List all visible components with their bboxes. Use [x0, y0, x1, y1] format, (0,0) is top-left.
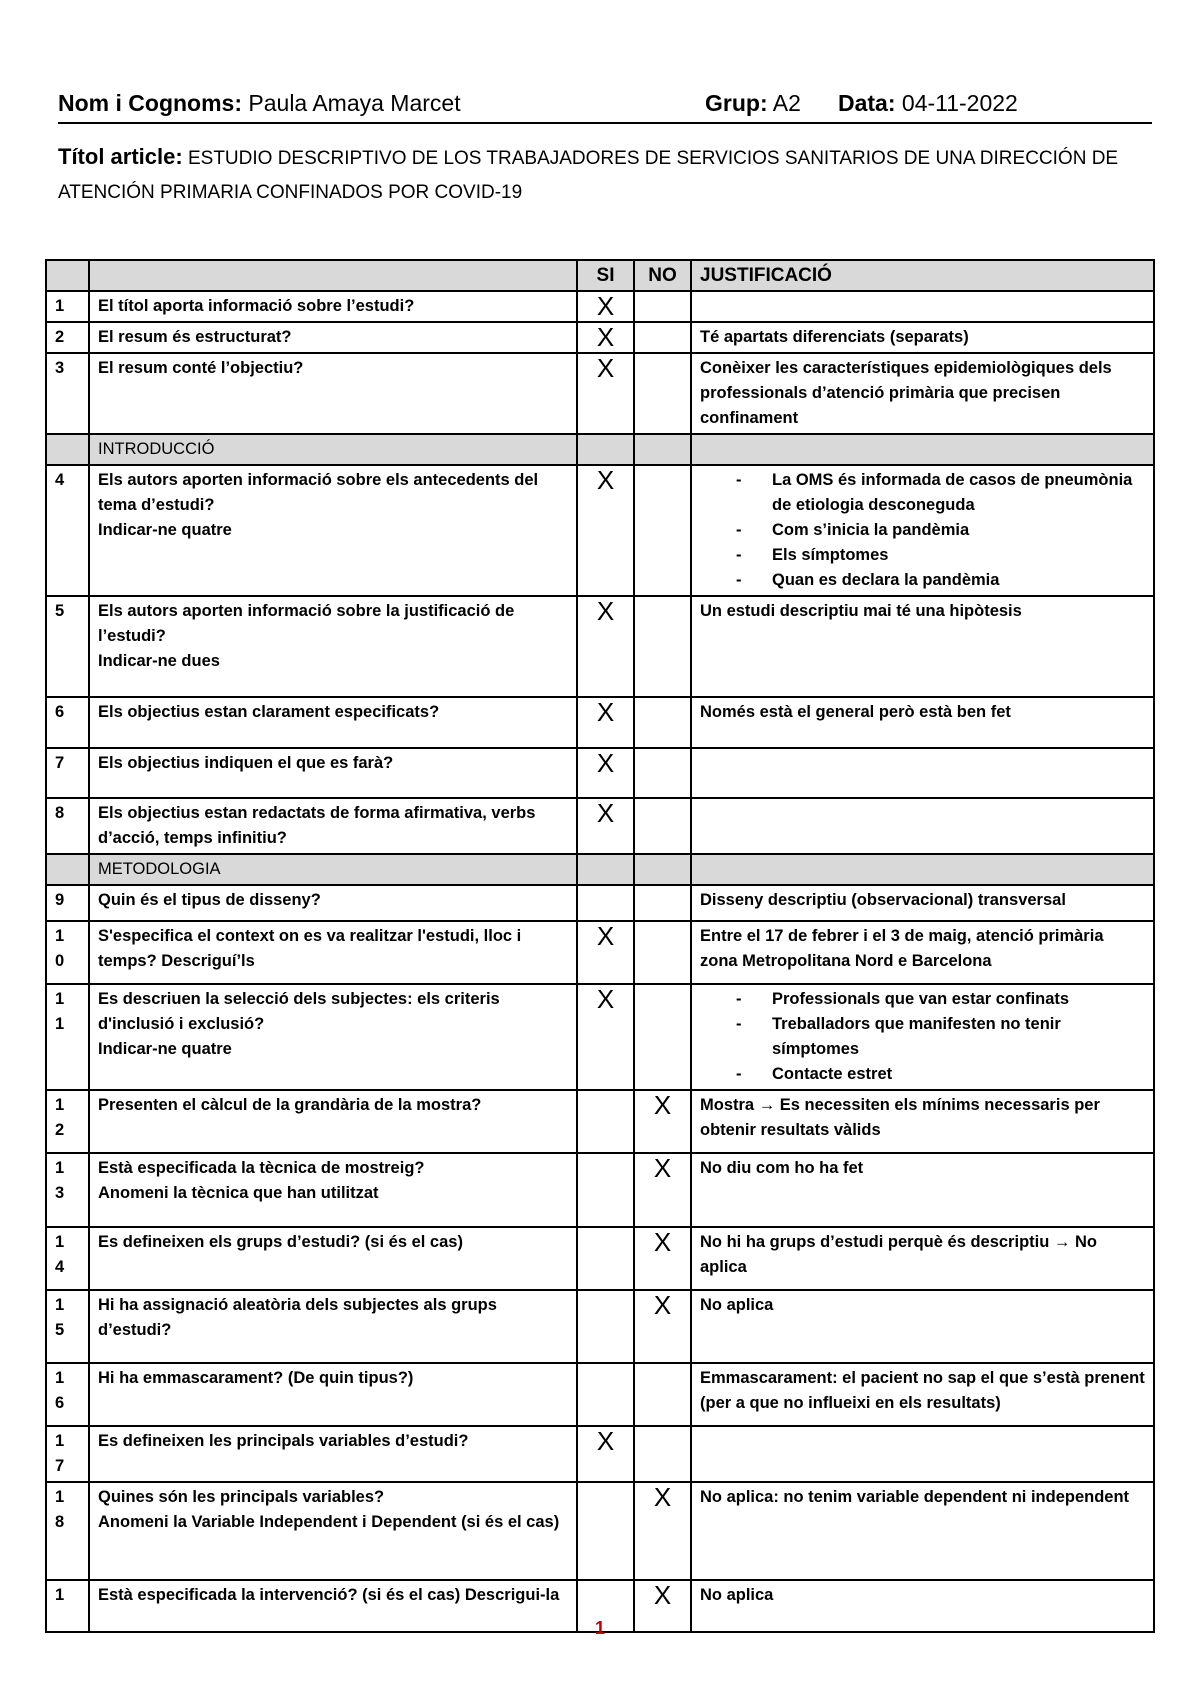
- header: [58, 86, 1152, 124]
- name-label: Nom i Cognoms:: [58, 90, 242, 116]
- table-row: [46, 353, 1154, 434]
- row-number-digit: 2: [55, 1121, 65, 1139]
- no-cell: [634, 748, 691, 798]
- justification-text: Mostra: [700, 1096, 755, 1114]
- justification-text: No hi ha grups d’estudi perquè és descriptiu: [700, 1233, 1050, 1251]
- row-question: Hi ha assignació aleatòria dels subjectes als grups d’estudi?: [89, 1290, 577, 1363]
- row-number-digit: 1: [55, 1233, 65, 1251]
- row-question: S'especifica el context on es va realitzar l'estudi, lloc i temps? Descriguí’ls: [89, 921, 577, 984]
- no-cell: [634, 697, 691, 748]
- article-value: ESTUDIO DESCRIPTIVO DE LOS TRABAJADORES DE SERVICIOS SANITARIOS DE UNA DIRECCIÓN DE ATENCIÓN PRIMARIA CONFINADOS POR COVID-19: [58, 148, 1119, 203]
- date-value: 04-11-2022: [901, 90, 1018, 116]
- si-cell: [577, 1482, 634, 1580]
- row-number: [46, 1290, 89, 1363]
- table-header-row: [46, 260, 1154, 291]
- table-row: [46, 798, 1154, 854]
- group: [705, 90, 801, 117]
- section-j-cell: [691, 434, 1154, 465]
- justification-list: [700, 468, 1145, 593]
- question-line: Quines són les principals variables?: [98, 1488, 385, 1506]
- row-question: Els objectius estan clarament especificats?: [89, 697, 577, 748]
- section-label: INTRODUCCIÓ: [89, 434, 577, 465]
- row-number: 4: [46, 465, 89, 596]
- table-row: [46, 322, 1154, 353]
- question-instruction: Indicar-ne quatre: [98, 1040, 232, 1058]
- header-num: [46, 260, 89, 291]
- row-justification: [691, 465, 1154, 596]
- row-number: [46, 1090, 89, 1153]
- row-question: Està especificada la intervenció? (si és el cas) Descrigui-la: [89, 1580, 577, 1632]
- row-number-digit: 1: [55, 1015, 65, 1033]
- arrow-icon: →: [758, 1096, 776, 1114]
- row-question: Quin és el tipus de disseny?: [89, 885, 577, 921]
- list-item: - La OMS és informada de casos de pneumònia de etiologia desconeguda: [736, 468, 1145, 518]
- si-mark: X: [577, 322, 634, 353]
- row-number: 7: [46, 748, 89, 798]
- student-name: [58, 90, 461, 117]
- row-justification: Entre el 17 de febrer i el 3 de maig, atenció primària zona Metropolitana Nord e Barcelona: [691, 921, 1154, 984]
- row-number-digit: 1: [55, 1432, 65, 1450]
- row-question: El resum és estructurat?: [89, 322, 577, 353]
- row-number-digit: 1: [55, 1096, 65, 1114]
- si-cell: [577, 1363, 634, 1426]
- si-mark: X: [577, 697, 634, 748]
- header-si: SI: [577, 260, 634, 291]
- question-instruction: Anomeni la tècnica que han utilitzat: [98, 1184, 379, 1202]
- row-number-digit: 4: [55, 1258, 65, 1276]
- row-justification: No aplica: [691, 1580, 1154, 1632]
- question-instruction: Indicar-ne dues: [98, 652, 220, 670]
- row-justification: [691, 798, 1154, 854]
- row-number: [46, 1363, 89, 1426]
- table-row: [46, 1227, 1154, 1290]
- si-mark: X: [577, 465, 634, 596]
- table-row: [46, 1153, 1154, 1227]
- row-number: 6: [46, 697, 89, 748]
- row-question: [89, 596, 577, 697]
- no-cell: [634, 596, 691, 697]
- checklist-table: [45, 259, 1155, 1633]
- table-row: [46, 885, 1154, 921]
- si-mark: X: [577, 798, 634, 854]
- row-number: [46, 1227, 89, 1290]
- row-number-digit: 3: [55, 1184, 65, 1202]
- header-justificacio: JUSTIFICACIÓ: [691, 260, 1154, 291]
- list-item: - Com s’inicia la pandèmia: [736, 518, 1145, 543]
- row-question: Presenten el càlcul de la grandària de la mostra?: [89, 1090, 577, 1153]
- name-value: Paula Amaya Marcet: [248, 90, 461, 116]
- date: [838, 90, 1018, 117]
- row-question: [89, 1153, 577, 1227]
- question-line: Està especificada la tècnica de mostreig?: [98, 1159, 425, 1177]
- no-mark: X: [634, 1580, 691, 1632]
- si-cell: [577, 885, 634, 921]
- row-justification: Només està el general però està ben fet: [691, 697, 1154, 748]
- row-justification: Emmascarament: el pacient no sap el que s’està prenent (per a que no influeixi en els resultats): [691, 1363, 1154, 1426]
- question-instruction: Anomeni la Variable Independent i Dependent (si és el cas): [98, 1513, 560, 1531]
- table-row: [46, 1363, 1154, 1426]
- row-number: [46, 1482, 89, 1580]
- list-item: - Professionals que van estar confinats: [736, 987, 1145, 1012]
- table-row: [46, 1290, 1154, 1363]
- question-line: Els autors aporten informació sobre la justificació de l’estudi?: [98, 602, 515, 645]
- no-cell: [634, 885, 691, 921]
- row-number-digit: 1: [55, 1488, 65, 1506]
- section-num-cell: [46, 854, 89, 885]
- si-mark: X: [577, 748, 634, 798]
- row-number: [46, 1426, 89, 1482]
- row-justification: No aplica: no tenim variable dependent ni independent: [691, 1482, 1154, 1580]
- row-number: [46, 1153, 89, 1227]
- row-justification: Conèixer les característiques epidemiològiques dels professionals d’atenció primària que precisen confinament: [691, 353, 1154, 434]
- group-value: A2: [772, 90, 801, 116]
- row-number-digit: 7: [55, 1457, 65, 1475]
- row-number: 1: [46, 1580, 89, 1632]
- row-justification: No aplica: [691, 1290, 1154, 1363]
- list-item: - Els símptomes: [736, 543, 1145, 568]
- row-question: [89, 1482, 577, 1580]
- row-question: El títol aporta informació sobre l’estudi?: [89, 291, 577, 322]
- no-cell: [634, 1426, 691, 1482]
- row-question: Hi ha emmascarament? (De quin tipus?): [89, 1363, 577, 1426]
- question-instruction: Indicar-ne quatre: [98, 521, 232, 539]
- si-cell: [577, 1090, 634, 1153]
- row-number-digit: 1: [55, 1159, 65, 1177]
- row-question: Es defineixen les principals variables d’estudi?: [89, 1426, 577, 1482]
- no-cell: [634, 1363, 691, 1426]
- row-number-digit: 1: [55, 927, 65, 945]
- table-row: [46, 1482, 1154, 1580]
- row-justification: [691, 984, 1154, 1090]
- no-cell: [634, 322, 691, 353]
- row-number: 3: [46, 353, 89, 434]
- no-cell: [634, 291, 691, 322]
- row-number-digit: 8: [55, 1513, 65, 1531]
- row-justification: Té apartats diferenciats (separats): [691, 322, 1154, 353]
- row-number: [46, 984, 89, 1090]
- section-si-cell: [577, 434, 634, 465]
- table-row: [46, 596, 1154, 697]
- date-label: Data:: [838, 90, 896, 116]
- row-number-digit: 0: [55, 952, 65, 970]
- no-mark: X: [634, 1290, 691, 1363]
- page-number: 1: [594, 1618, 605, 1638]
- table-row: [46, 1090, 1154, 1153]
- section-j-cell: [691, 854, 1154, 885]
- row-number-digit: 1: [55, 1369, 65, 1387]
- si-mark: X: [577, 1426, 634, 1482]
- row-justification: Un estudi descriptiu mai té una hipòtesis: [691, 596, 1154, 697]
- row-number: 2: [46, 322, 89, 353]
- si-cell: [577, 1290, 634, 1363]
- row-question: Es defineixen els grups d’estudi? (si és el cas): [89, 1227, 577, 1290]
- section-num-cell: [46, 434, 89, 465]
- si-mark: X: [577, 291, 634, 322]
- si-mark: X: [577, 596, 634, 697]
- row-number: 5: [46, 596, 89, 697]
- arrow-icon: →: [1053, 1233, 1071, 1251]
- row-justification: [691, 1227, 1154, 1290]
- no-mark: X: [634, 1227, 691, 1290]
- row-number: 1: [46, 291, 89, 322]
- no-mark: X: [634, 1482, 691, 1580]
- justification-list: [700, 987, 1145, 1087]
- no-cell: [634, 465, 691, 596]
- row-question: El resum conté l’objectiu?: [89, 353, 577, 434]
- row-number-digit: 1: [55, 1296, 65, 1314]
- list-item: - Treballadors que manifesten no tenir símptomes: [736, 1012, 1145, 1062]
- row-justification: No diu com ho ha fet: [691, 1153, 1154, 1227]
- si-cell: [577, 1153, 634, 1227]
- list-item: - Quan es declara la pandèmia: [736, 568, 1145, 593]
- table-row: [46, 1426, 1154, 1482]
- row-justification: [691, 748, 1154, 798]
- no-cell: [634, 921, 691, 984]
- row-number-digit: 5: [55, 1321, 65, 1339]
- table-row: [46, 697, 1154, 748]
- no-mark: X: [634, 1153, 691, 1227]
- list-item: - Contacte estret: [736, 1062, 1145, 1087]
- no-cell: [634, 984, 691, 1090]
- si-cell: [577, 1227, 634, 1290]
- row-question: Els objectius indiquen el que es farà?: [89, 748, 577, 798]
- justification-text: Es necessiten els mínims necessaris per obtenir resultats vàlids: [700, 1096, 1100, 1139]
- row-number-digit: 1: [55, 990, 65, 1008]
- row-justification: [691, 1426, 1154, 1482]
- section-label: METODOLOGIA: [89, 854, 577, 885]
- no-cell: [634, 353, 691, 434]
- no-cell: [634, 798, 691, 854]
- question-line: Es descriuen la selecció dels subjectes: els criteris d'inclusió i exclusió?: [98, 990, 500, 1033]
- row-question: [89, 984, 577, 1090]
- section-no-cell: [634, 854, 691, 885]
- table-row: [46, 921, 1154, 984]
- row-number: 8: [46, 798, 89, 854]
- si-mark: X: [577, 353, 634, 434]
- row-justification: [691, 1090, 1154, 1153]
- row-justification: Disseny descriptiu (observacional) transversal: [691, 885, 1154, 921]
- justification-text: No aplica: [700, 1233, 1097, 1276]
- header-no: NO: [634, 260, 691, 291]
- question-line: Els autors aporten informació sobre els antecedents del tema d’estudi?: [98, 471, 539, 514]
- row-justification: [691, 291, 1154, 322]
- si-mark: X: [577, 921, 634, 984]
- table-row: [46, 984, 1154, 1090]
- section-row-introduccio: [46, 434, 1154, 465]
- table-row: [46, 465, 1154, 596]
- header-question: [89, 260, 577, 291]
- no-mark: X: [634, 1090, 691, 1153]
- row-question: Els objectius estan redactats de forma afirmativa, verbs d’acció, temps infinitiu?: [89, 798, 577, 854]
- row-number: 9: [46, 885, 89, 921]
- row-number: [46, 921, 89, 984]
- article-label: Títol article:: [58, 144, 183, 169]
- table-row: [46, 748, 1154, 798]
- article-title: [58, 140, 1152, 210]
- section-row-metodologia: [46, 854, 1154, 885]
- section-si-cell: [577, 854, 634, 885]
- section-no-cell: [634, 434, 691, 465]
- row-number-digit: 6: [55, 1394, 65, 1412]
- group-label: Grup:: [705, 90, 768, 116]
- table-row: [46, 291, 1154, 322]
- row-question: [89, 465, 577, 596]
- si-mark: X: [577, 984, 634, 1090]
